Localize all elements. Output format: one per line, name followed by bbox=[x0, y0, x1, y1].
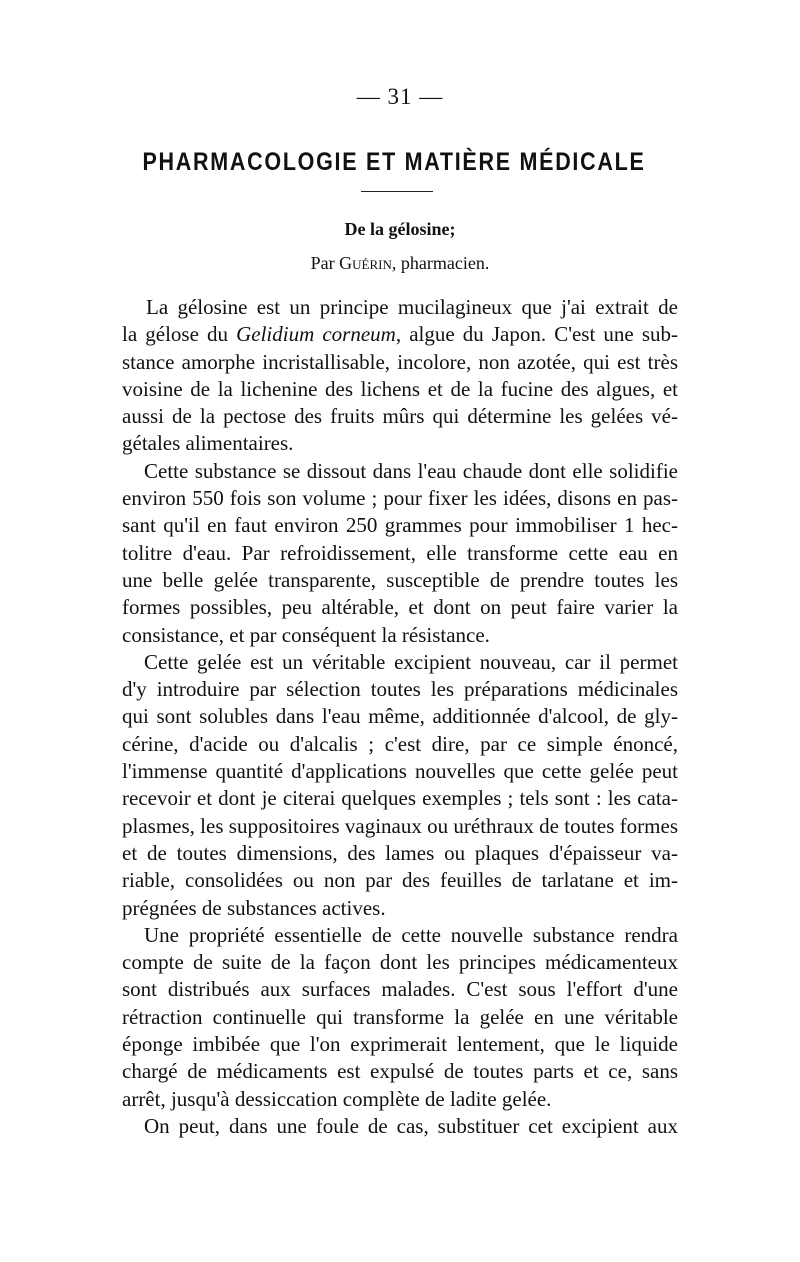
text-line: d'y introduire par sélection toutes les préparations médicinales bbox=[122, 677, 678, 702]
text-line: formes possibles, peu altérable, et dont on peut faire varier la bbox=[122, 595, 678, 620]
paragraph bbox=[122, 294, 678, 458]
text-line: la gélose du Gelidium corneum, algue du Japon. C'est une sub- bbox=[122, 322, 678, 347]
text-line: Cette gelée est un véritable excipient nouveau, car il permet bbox=[144, 649, 678, 674]
text-line: gétales alimentaires. bbox=[122, 431, 294, 456]
text-line: La gélosine est un principe mucilagineux que j'ai extrait de bbox=[146, 295, 678, 319]
byline-prefix: Par bbox=[310, 253, 340, 273]
byline-suffix: , pharmacien. bbox=[391, 253, 490, 273]
paragraph bbox=[122, 649, 678, 922]
article-body bbox=[122, 294, 678, 1140]
text-line: consistance, et par conséquent la résistance. bbox=[122, 622, 490, 647]
byline-author: Guérin bbox=[339, 253, 392, 273]
text-line: sant qu'il en faut environ 250 grammes pour immobiliser 1 hec- bbox=[122, 513, 678, 538]
text-line: riable, consolidées ou non par des feuilles de tarlatane et im- bbox=[122, 868, 678, 893]
text-line: qui sont solubles dans l'eau même, additionnée d'alcool, de gly- bbox=[122, 704, 678, 729]
text-line: prégnées de substances actives. bbox=[122, 895, 386, 920]
text-line: stance amorphe incristallisable, incolore, non azotée, qui est très bbox=[122, 349, 678, 374]
text-line: une belle gelée transparente, susceptible de prendre toutes les bbox=[122, 567, 678, 592]
text-line: éponge imbibée que l'on exprimerait lentement, que le liquide bbox=[122, 1032, 678, 1057]
text-line: aussi de la pectose des fruits mûrs qui détermine les gelées vé- bbox=[122, 404, 678, 429]
paragraph bbox=[122, 1113, 678, 1140]
text-line: recevoir et dont je citerai quelques exemples ; tels sont : les cata- bbox=[122, 786, 678, 811]
text-line: plasmes, les suppositoires vaginaux ou uréthraux de toutes formes bbox=[122, 813, 678, 838]
text-line: tolitre d'eau. Par refroidissement, elle transforme cette eau en bbox=[122, 540, 678, 565]
text-line: rétraction continuelle qui transforme la gelée en une véritable bbox=[122, 1004, 678, 1029]
text-line: l'immense quantité d'applications nouvelles que cette gelée peut bbox=[122, 759, 678, 784]
text-line: compte de suite de la façon dont les principes médicamenteux bbox=[122, 950, 678, 975]
text-line: environ 550 fois son volume ; pour fixer les idées, disons en pas- bbox=[122, 486, 678, 511]
text-line: On peut, dans une foule de cas, substituer cet excipient aux bbox=[144, 1113, 678, 1138]
text-line: sont distribués aux surfaces malades. C'est sous l'effort d'une bbox=[122, 977, 678, 1002]
text-line: voisine de la lichenine des lichens et de la fucine des algues, et bbox=[122, 376, 678, 401]
title-divider bbox=[361, 191, 433, 192]
text-line: et de toutes dimensions, des lames ou plaques d'épaisseur va- bbox=[122, 840, 678, 865]
text-line: cérine, d'acide ou d'alcalis ; c'est dire, par ce simple énoncé, bbox=[122, 731, 678, 756]
paragraph bbox=[122, 922, 678, 1113]
article-title: De la gélosine; bbox=[344, 219, 456, 239]
text-line: Une propriété essentielle de cette nouvelle substance rendra bbox=[144, 922, 678, 947]
page-number: — 31 — bbox=[356, 84, 444, 109]
italic-term: Gelidium corneum bbox=[236, 322, 396, 347]
text-line: chargé de médicaments est expulsé de toutes parts et ce, sans bbox=[122, 1059, 678, 1084]
section-title: PHARMACOLOGIE ET MATIÈRE MÉDICALE bbox=[142, 148, 646, 176]
text-line: arrêt, jusqu'à dessiccation complète de ladite gelée. bbox=[122, 1086, 552, 1111]
byline bbox=[0, 253, 800, 274]
paragraph bbox=[122, 458, 678, 649]
text-line: Cette substance se dissout dans l'eau chaude dont elle solidifie bbox=[144, 458, 678, 483]
